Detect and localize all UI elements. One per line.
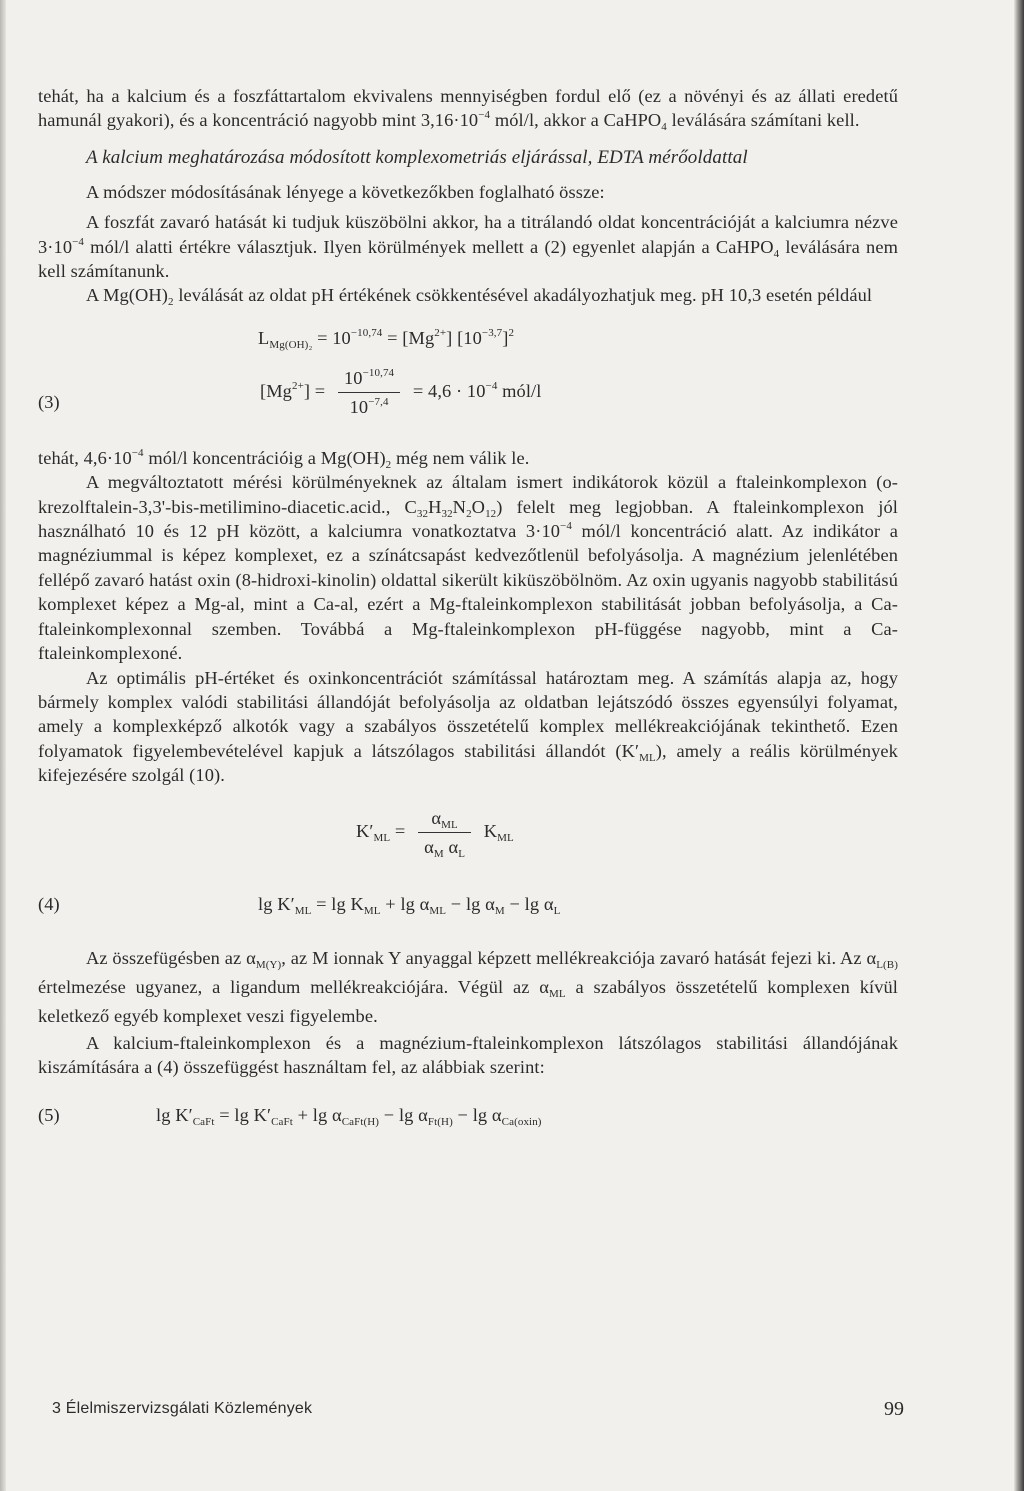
superscript: −4 <box>560 520 572 533</box>
subscript: 2 <box>385 458 392 471</box>
subscript: ML <box>549 987 566 1000</box>
superscript: 2+ <box>291 379 304 392</box>
text: = 4,6 · 10 <box>412 380 486 401</box>
text: leválására nem kell számítanunk. <box>38 236 898 282</box>
subscript: ML <box>441 818 458 831</box>
text: − lg α <box>379 1105 428 1126</box>
text: K′ <box>356 820 374 841</box>
subscript: Mg(OH)₂ <box>269 338 313 351</box>
superscript: −10,74 <box>362 366 395 379</box>
superscript: −4 <box>478 109 491 122</box>
text: α <box>443 836 459 857</box>
text: N <box>452 496 467 517</box>
subscript: M <box>433 847 444 860</box>
subscript: ML <box>497 831 514 844</box>
text: Az optimális pH-értéket és oxinkoncentrációt számítással határoztam meg. A számítás alapja az, hogy bármely komplex valódi stabilitási állandóját befolyásolja az oldatban lejátszódó összes egyensúlyi folyamat, amely a komplexképző alkotók vagy a szabályos összetételű komplex mellékreakciójának tekinthető. Ezen folyamatok figyelembevételével kapjuk a látszólagos stabilitási állandót (K′ <box>38 667 898 761</box>
text: α <box>431 807 442 828</box>
text: mól/l koncentráció alatt. Az indikátor a magnéziummal is képez komplexet, ez a színátcsapást kedvezőtlenül befolyásolja. A magnézium jelenlétében fellépő zavaró hatást oxin (8-hidroxi-kinolin) oldattal sikerült kiküszöbölnöm. Az oxin ugyanis nagyobb stabilitású komplexet képez a Mg-al, mint a Ca-al, ezért a Mg-ftaleinkomplexon stabilitását jobban befolyásolja, a Ca-ftaleinkomplexonnal szemben. Továbbá a Mg-ftaleinkomplexon pH-függése nagyobb, mint a Ca-ftaleinkomplexoné. <box>38 521 898 664</box>
equation-body <box>258 892 560 916</box>
equation-3 <box>38 366 898 440</box>
text: ), amely a reális körülmények kifejezésére szolgál (10). <box>38 740 898 786</box>
equation-body <box>356 806 514 860</box>
subscript: 4 <box>773 247 780 260</box>
text: K <box>483 820 498 841</box>
text: = [Mg <box>382 327 435 348</box>
fraction <box>338 366 400 420</box>
paragraph-3 <box>38 210 898 283</box>
fraction-bar <box>418 832 471 833</box>
paragraph-7 <box>38 666 898 788</box>
text: A megváltoztatott mérési körülményeknek az általam ismert indikátorok közül a ftaleinkomplexon (o-krezolftalein-3,3'-bis-metilimino-diacetic.acid., C <box>38 472 898 517</box>
page-body <box>38 84 898 1145</box>
equation-body <box>260 366 541 420</box>
equation-kml <box>38 806 898 882</box>
text: = 10 <box>312 327 351 348</box>
text: − lg α <box>452 1105 502 1126</box>
subscript: L <box>553 904 561 917</box>
subscript: 32 <box>441 507 453 520</box>
page-spine-left <box>0 0 6 1491</box>
paragraph-2: A módszer módosításának lényege a következőkben foglalható össze: <box>86 181 605 202</box>
numerator <box>338 366 400 390</box>
subscript: L <box>458 847 466 860</box>
text: A foszfát zavaró hatását ki tudjuk küszöbölni akkor, ha a titrálandó oldat koncentrációját a kalciumra nézve 3·10 <box>38 212 898 257</box>
text: még nem válik le. <box>391 447 530 468</box>
text: tehát, 4,6·10 <box>38 447 132 468</box>
text: − lg α <box>446 893 495 914</box>
superscript: −4 <box>485 379 498 392</box>
text: L <box>258 327 270 348</box>
denominator <box>338 395 400 419</box>
page-footer <box>52 1398 904 1424</box>
subscript: Ca(oxin) <box>501 1116 542 1129</box>
text: Az összefügésben az α <box>86 947 256 968</box>
text: mól/l koncentrációig a Mg(OH) <box>143 447 386 468</box>
equation-label: (3) <box>38 391 60 412</box>
denominator <box>418 835 471 859</box>
superscript: −4 <box>72 235 85 248</box>
text: A Mg(OH) <box>86 285 169 306</box>
text: ] = <box>303 380 326 401</box>
text: α <box>424 836 434 857</box>
section-heading: A kalcium meghatározása módosított komplexometriás eljárással, EDTA mérőoldattal <box>86 146 748 168</box>
subscript: 4 <box>661 121 667 134</box>
text: = lg K′ <box>214 1105 272 1126</box>
text: [Mg <box>260 380 292 401</box>
text: − lg α <box>504 893 554 914</box>
equation-label: (4) <box>38 893 60 914</box>
subscript: 2 <box>466 507 472 520</box>
text: a szabályos összetételű komplexen kívül keletkező egyéb komplexet veszi figyelembe. <box>38 976 898 1026</box>
subscript: ML <box>639 751 656 764</box>
paragraph-4 <box>38 283 898 307</box>
text: + lg α <box>292 1105 342 1126</box>
fraction-bar <box>338 392 400 393</box>
text: ] <box>502 327 509 348</box>
subscript: ML <box>429 904 447 917</box>
text: leválását az oldat pH értékének csökkentésével akadályozhatjuk meg. pH 10,3 esetén például <box>173 285 873 306</box>
text: lg K′ <box>258 893 295 914</box>
text: ) felelt meg legjobban. A ftaleinkomplexon jól használható 10 és 12 pH között, a kalciumra vonatkoztatva 3·10 <box>38 496 898 542</box>
equation-ksp <box>38 322 898 366</box>
text: = lg K <box>311 893 364 914</box>
text: értelmezése ugyanez, a ligandum mellékreakciójára. Végül az α <box>38 976 550 997</box>
superscript: 2+ <box>434 326 447 339</box>
subscript: 2 <box>168 296 174 309</box>
text: ] [10 <box>446 327 482 348</box>
subscript: ML <box>363 904 381 917</box>
text: , az M ionnak Y anyaggal képzett mellékreakciója zavaró hatását fejezi ki. Az α <box>281 947 877 968</box>
superscript: −4 <box>131 446 144 459</box>
equation-body <box>156 1103 542 1127</box>
journal-name: 3 Élelmiszervizsgálati Közlemények <box>52 1400 313 1417</box>
text: 10 <box>344 367 363 388</box>
subscript: CaFt <box>192 1116 215 1129</box>
subscript: ML <box>373 831 391 844</box>
text: 10 <box>349 397 369 418</box>
subscript: CaFt(H) <box>341 1116 380 1129</box>
equation-4 <box>38 882 898 930</box>
text: O <box>471 496 486 517</box>
equation-body <box>258 326 514 350</box>
subscript: 12 <box>485 507 497 520</box>
superscript: 2 <box>508 326 515 339</box>
page-number: 99 <box>884 1398 904 1420</box>
text: leválására számítani kell. <box>666 110 860 131</box>
text: mól/l, akkor a CaHPO <box>490 110 662 131</box>
paragraph-6 <box>38 470 898 665</box>
equation-5 <box>38 1101 898 1145</box>
text: lg K′ <box>156 1105 193 1126</box>
text: = <box>394 820 406 841</box>
subscript: M <box>494 904 505 917</box>
superscript: −3,7 <box>481 326 503 339</box>
text: mól/l <box>497 380 542 401</box>
numerator <box>418 806 471 830</box>
equation-label: (5) <box>38 1105 60 1126</box>
paragraph-1 <box>38 84 898 133</box>
paragraph-5 <box>38 446 898 470</box>
text: tehát, ha a kalcium és a foszfáttartalom ekvivalens mennyiségben fordul elő (ez a növényi és az állati eredetű hamunál gyakori), és a koncentráció nagyobb mint 3,16·10 <box>38 86 898 131</box>
subscript: Ft(H) <box>427 1116 453 1129</box>
subscript: ML <box>294 904 312 917</box>
superscript: −7,4 <box>368 396 389 409</box>
text: mól/l alatti értékre választjuk. Ilyen körülmények mellett a (2) egyenlet alapján a CaHPO <box>84 236 774 257</box>
paragraph-8 <box>38 944 898 1031</box>
fraction <box>418 806 471 860</box>
subscript: L(B) <box>876 958 898 971</box>
paragraph-9: A kalcium-ftaleinkomplexon és a magnézium-ftaleinkomplexon látszólagos stabilitási állandójának kiszámítására a (4) összefüggést használtam fel, az alábbiak szerint: <box>38 1032 898 1077</box>
text: + lg α <box>380 893 430 914</box>
subscript: M(Y) <box>255 958 282 971</box>
page-spine-right <box>1014 0 1024 1491</box>
subscript: CaFt <box>271 1116 293 1129</box>
subscript: 32 <box>416 507 429 520</box>
text: H <box>428 496 442 517</box>
superscript: −10,74 <box>350 326 383 339</box>
